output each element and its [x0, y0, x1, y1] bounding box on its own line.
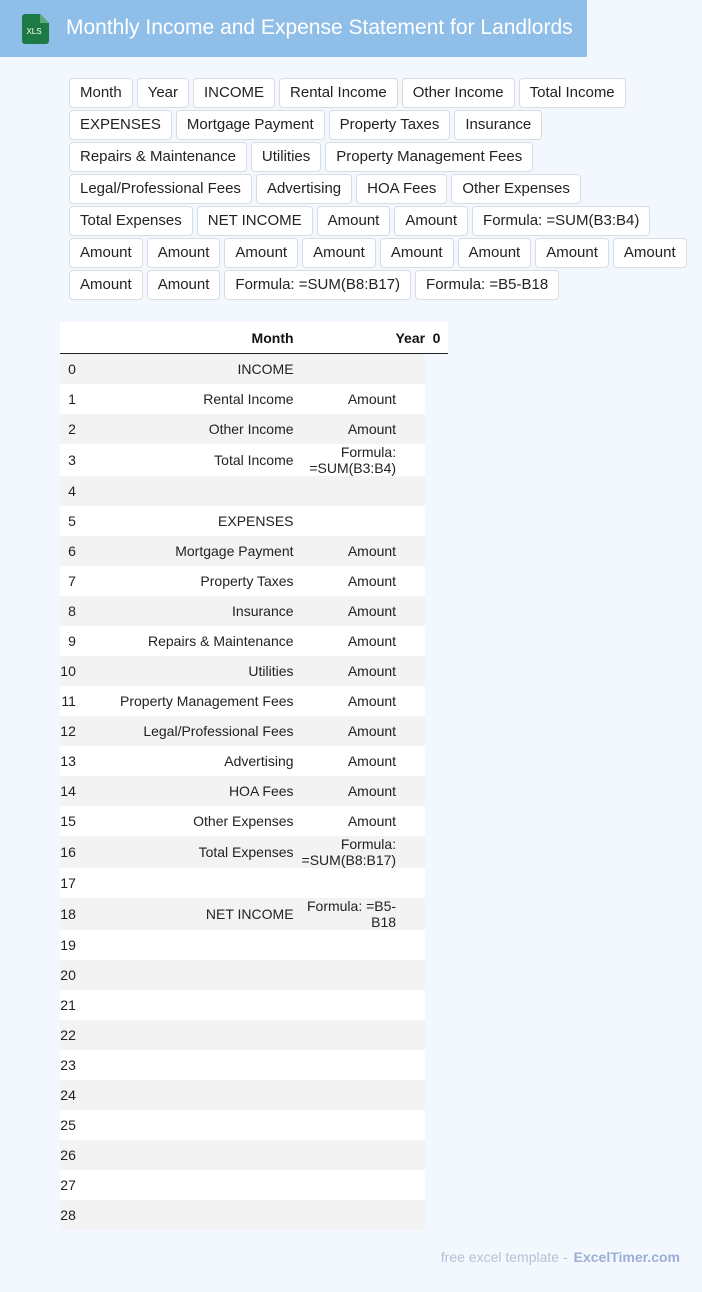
- row-index-cell: 19: [60, 930, 76, 960]
- table-row: [60, 990, 448, 1020]
- month-cell: [76, 1170, 302, 1200]
- header-chip[interactable]: Repairs & Maintenance: [69, 142, 247, 172]
- month-cell: Utilities: [76, 656, 302, 686]
- month-cell: Rental Income: [76, 384, 302, 414]
- year-cell: [302, 1200, 426, 1230]
- month-cell: [76, 1140, 302, 1170]
- header-chip[interactable]: Formula: =SUM(B8:B17): [224, 270, 411, 300]
- month-cell: EXPENSES: [76, 506, 302, 536]
- row-index-cell: 11: [60, 686, 76, 716]
- row-index-cell: 24: [60, 1080, 76, 1110]
- row-index-cell: 16: [60, 836, 76, 868]
- row-index-cell: 10: [60, 656, 76, 686]
- year-cell: [302, 1140, 426, 1170]
- row-index-cell: 23: [60, 1050, 76, 1080]
- column-header-year: Year: [302, 322, 426, 354]
- table-row: [60, 806, 448, 836]
- month-cell: [76, 1080, 302, 1110]
- header-chip[interactable]: Amount: [69, 238, 143, 268]
- header-chip[interactable]: EXPENSES: [69, 110, 172, 140]
- header-chip[interactable]: Formula: =SUM(B3:B4): [472, 206, 650, 236]
- year-cell: [302, 868, 426, 898]
- row-index-cell: 21: [60, 990, 76, 1020]
- row-index-cell: 6: [60, 536, 76, 566]
- table-row: [60, 716, 448, 746]
- month-cell: [76, 930, 302, 960]
- year-cell: Amount: [302, 686, 426, 716]
- table-row: [60, 536, 448, 566]
- header-chip[interactable]: NET INCOME: [197, 206, 313, 236]
- row-index-cell: 1: [60, 384, 76, 414]
- month-cell: Property Management Fees: [76, 686, 302, 716]
- header-chip[interactable]: Amount: [458, 238, 532, 268]
- year-cell: Amount: [302, 414, 426, 444]
- month-cell: Property Taxes: [76, 566, 302, 596]
- table-row: [60, 1200, 448, 1230]
- year-cell: Amount: [302, 596, 426, 626]
- header-chip[interactable]: Other Income: [402, 78, 515, 108]
- month-cell: Insurance: [76, 596, 302, 626]
- row-index-cell: 22: [60, 1020, 76, 1050]
- table-row: [60, 686, 448, 716]
- table-row: [60, 1020, 448, 1050]
- month-cell: [76, 990, 302, 1020]
- table-row: [60, 656, 448, 686]
- header-chip[interactable]: Amount: [380, 238, 454, 268]
- month-cell: [76, 1020, 302, 1050]
- page-title: Monthly Income and Expense Statement for Landlords: [66, 16, 573, 39]
- year-cell: [302, 930, 426, 960]
- table-row: [60, 566, 448, 596]
- month-cell: Legal/Professional Fees: [76, 716, 302, 746]
- header-chip[interactable]: Amount: [224, 238, 298, 268]
- table-row: [60, 1140, 448, 1170]
- table-row: [60, 414, 448, 444]
- year-cell: [302, 1050, 426, 1080]
- year-cell: [302, 476, 426, 506]
- footer-brand-link[interactable]: ExcelTimer.com: [573, 1249, 680, 1265]
- header-chip[interactable]: Amount: [535, 238, 609, 268]
- table-row: [60, 898, 448, 930]
- header-chip[interactable]: Amount: [394, 206, 468, 236]
- year-cell: [302, 506, 426, 536]
- row-index-cell: 17: [60, 868, 76, 898]
- table-row: [60, 506, 448, 536]
- xls-file-icon: [21, 14, 49, 44]
- row-index-cell: 12: [60, 716, 76, 746]
- month-cell: [76, 476, 302, 506]
- year-cell: Formula: =B5-B18: [302, 898, 426, 930]
- month-cell: Total Income: [76, 444, 302, 476]
- header-chip[interactable]: Amount: [147, 270, 221, 300]
- header-chip[interactable]: Amount: [613, 238, 687, 268]
- page-header: [0, 0, 587, 57]
- year-cell: Amount: [302, 656, 426, 686]
- column-header-index: [60, 322, 76, 354]
- month-cell: Other Income: [76, 414, 302, 444]
- year-cell: [302, 990, 426, 1020]
- row-index-cell: 5: [60, 506, 76, 536]
- row-index-cell: 4: [60, 476, 76, 506]
- header-chip[interactable]: Month: [69, 78, 133, 108]
- footer-credit: [441, 1249, 680, 1265]
- month-cell: Mortgage Payment: [76, 536, 302, 566]
- row-index-cell: 8: [60, 596, 76, 626]
- row-index-cell: 27: [60, 1170, 76, 1200]
- row-index-cell: 26: [60, 1140, 76, 1170]
- year-cell: [302, 1080, 426, 1110]
- header-chip-list: [69, 78, 699, 302]
- header-chip[interactable]: Property Management Fees: [325, 142, 533, 172]
- table-row: [60, 930, 448, 960]
- year-cell: Amount: [302, 746, 426, 776]
- row-index-cell: 14: [60, 776, 76, 806]
- row-index-cell: 3: [60, 444, 76, 476]
- table-row: [60, 1170, 448, 1200]
- year-cell: [302, 960, 426, 990]
- header-chip[interactable]: Formula: =B5-B18: [415, 270, 559, 300]
- header-chip[interactable]: Year: [137, 78, 189, 108]
- month-cell: NET INCOME: [76, 898, 302, 930]
- month-cell: [76, 1050, 302, 1080]
- month-cell: [76, 1200, 302, 1230]
- year-cell: [302, 354, 426, 385]
- row-index-cell: 0: [60, 354, 76, 385]
- row-index-cell: 28: [60, 1200, 76, 1230]
- table-row: [60, 776, 448, 806]
- row-index-cell: 13: [60, 746, 76, 776]
- table-row: [60, 384, 448, 414]
- month-cell: INCOME: [76, 354, 302, 385]
- month-cell: Repairs & Maintenance: [76, 626, 302, 656]
- table-row: [60, 476, 448, 506]
- year-cell: [302, 1170, 426, 1200]
- header-chip[interactable]: Advertising: [256, 174, 352, 204]
- year-cell: Amount: [302, 626, 426, 656]
- table-body: [60, 354, 448, 1231]
- year-cell: Amount: [302, 776, 426, 806]
- spreadsheet-table: [60, 322, 456, 1223]
- year-cell: [302, 1110, 426, 1140]
- row-index-cell: 15: [60, 806, 76, 836]
- year-cell: Formula: =SUM(B3:B4): [302, 444, 426, 476]
- month-cell: Other Expenses: [76, 806, 302, 836]
- table-row: [60, 1110, 448, 1140]
- row-index-cell: 20: [60, 960, 76, 990]
- column-header-0: 0: [425, 322, 448, 354]
- header-chip[interactable]: Utilities: [251, 142, 321, 172]
- column-header-month: Month: [76, 322, 302, 354]
- header-chip[interactable]: Amount: [69, 270, 143, 300]
- header-chip[interactable]: Amount: [302, 238, 376, 268]
- header-chip[interactable]: Mortgage Payment: [176, 110, 325, 140]
- header-chip[interactable]: Other Expenses: [451, 174, 581, 204]
- month-cell: [76, 868, 302, 898]
- table-row: [60, 1050, 448, 1080]
- table-header-row: [60, 322, 448, 354]
- month-cell: Total Expenses: [76, 836, 302, 868]
- header-chip[interactable]: Insurance: [454, 110, 542, 140]
- table-row: [60, 960, 448, 990]
- header-chip[interactable]: Amount: [317, 206, 391, 236]
- table-row: [60, 626, 448, 656]
- row-index-cell: 7: [60, 566, 76, 596]
- header-chip[interactable]: INCOME: [193, 78, 275, 108]
- row-index-cell: 2: [60, 414, 76, 444]
- year-cell: Amount: [302, 806, 426, 836]
- row-index-cell: 25: [60, 1110, 76, 1140]
- year-cell: Amount: [302, 384, 426, 414]
- row-index-cell: 9: [60, 626, 76, 656]
- month-cell: [76, 960, 302, 990]
- header-chip[interactable]: Total Expenses: [69, 206, 193, 236]
- header-chip[interactable]: Rental Income: [279, 78, 398, 108]
- table-row: [60, 444, 448, 476]
- table-row: [60, 354, 448, 385]
- month-cell: Advertising: [76, 746, 302, 776]
- header-chip[interactable]: Amount: [147, 238, 221, 268]
- header-chip[interactable]: Property Taxes: [329, 110, 451, 140]
- table-row: [60, 836, 448, 868]
- row-index-cell: 18: [60, 898, 76, 930]
- month-cell: [76, 1110, 302, 1140]
- year-cell: Amount: [302, 566, 426, 596]
- svg-text:XLS: XLS: [26, 27, 42, 36]
- table-row: [60, 1080, 448, 1110]
- header-chip[interactable]: Legal/Professional Fees: [69, 174, 252, 204]
- table-row: [60, 746, 448, 776]
- year-cell: [302, 1020, 426, 1050]
- table-row: [60, 868, 448, 898]
- year-cell: Formula: =SUM(B8:B17): [302, 836, 426, 868]
- year-cell: Amount: [302, 536, 426, 566]
- year-cell: Amount: [302, 716, 426, 746]
- header-chip[interactable]: Total Income: [519, 78, 626, 108]
- table-row: [60, 596, 448, 626]
- footer-prefix: free excel template -: [440, 1249, 568, 1265]
- month-cell: HOA Fees: [76, 776, 302, 806]
- header-chip[interactable]: HOA Fees: [356, 174, 447, 204]
